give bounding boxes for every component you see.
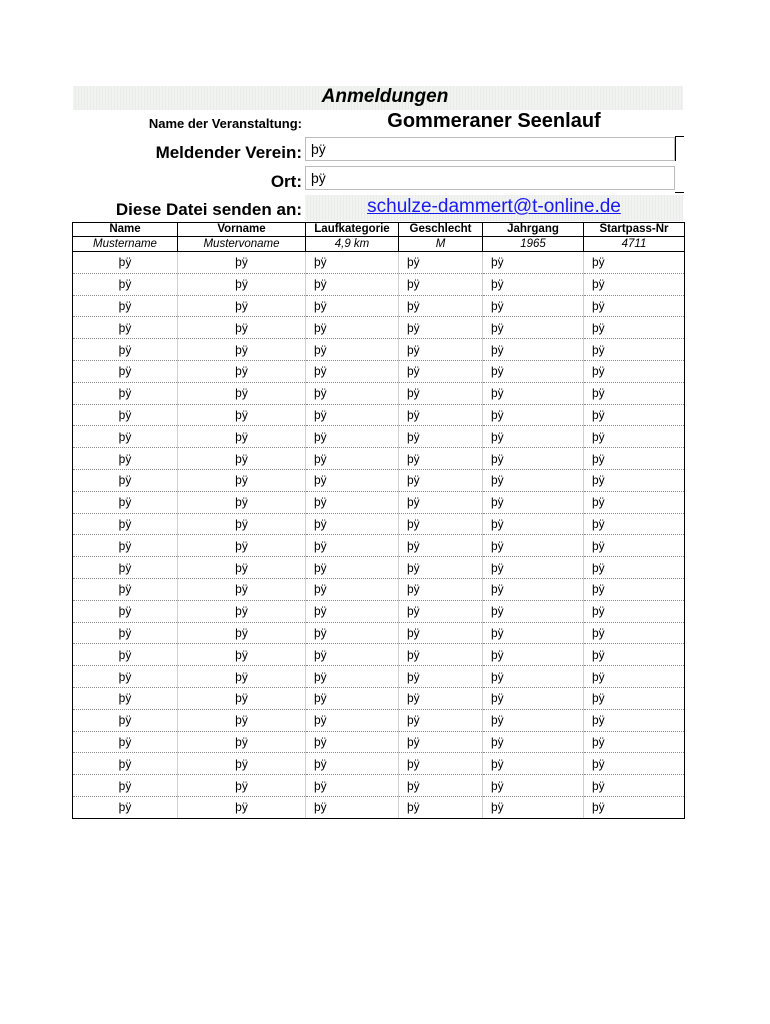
cell-startpass[interactable]: þÿ [584,273,685,295]
cell-name[interactable]: þÿ [73,295,178,317]
cell-vorname[interactable]: þÿ [178,687,306,709]
table-row [73,382,685,404]
cell-startpass[interactable]: þÿ [584,535,685,557]
cell-laufkategorie[interactable]: þÿ [306,731,399,753]
cell-geschlecht[interactable]: þÿ [399,382,483,404]
table-row [73,317,685,339]
cell-startpass[interactable]: þÿ [584,404,685,426]
table-row [73,687,685,709]
cell-geschlecht[interactable]: þÿ [399,731,483,753]
table-row [73,469,685,491]
cell-name[interactable]: þÿ [73,644,178,666]
cell-jahrgang[interactable]: þÿ [483,317,584,339]
cell-laufkategorie[interactable]: þÿ [306,535,399,557]
table-row [73,252,685,274]
cell-laufkategorie[interactable]: þÿ [306,775,399,797]
cell-jahrgang[interactable]: þÿ [483,339,584,361]
cell-name[interactable]: þÿ [73,600,178,622]
cell-jahrgang[interactable]: þÿ [483,360,584,382]
cell-startpass[interactable]: þÿ [584,513,685,535]
example-geschlecht: M [399,237,483,252]
cell-jahrgang[interactable]: þÿ [483,252,584,274]
header-jahrgang: Jahrgang [483,223,584,237]
cell-vorname[interactable]: þÿ [178,535,306,557]
cell-jahrgang[interactable]: þÿ [483,753,584,775]
cell-vorname[interactable]: þÿ [178,273,306,295]
header-startpass: Startpass-Nr [584,223,685,237]
cell-geschlecht[interactable]: þÿ [399,404,483,426]
cell-vorname[interactable]: þÿ [178,557,306,579]
cell-startpass[interactable]: þÿ [584,382,685,404]
page-title: Anmeldungen [321,86,449,107]
cell-startpass[interactable]: þÿ [584,360,685,382]
table-row [73,775,685,797]
header-row [73,223,685,237]
registration-table [72,222,685,819]
cell-name[interactable]: þÿ [73,666,178,688]
email-link[interactable]: schulze-dammert@t-online.de [367,196,621,217]
cell-geschlecht[interactable]: þÿ [399,513,483,535]
cell-jahrgang[interactable]: þÿ [483,273,584,295]
cell-jahrgang[interactable]: þÿ [483,600,584,622]
cell-jahrgang[interactable]: þÿ [483,709,584,731]
cell-startpass[interactable]: þÿ [584,775,685,797]
cell-geschlecht[interactable]: þÿ [399,557,483,579]
table-row [73,426,685,448]
cell-vorname[interactable]: þÿ [178,448,306,470]
cell-name[interactable]: þÿ [73,252,178,274]
cell-laufkategorie[interactable]: þÿ [306,448,399,470]
cell-startpass[interactable]: þÿ [584,469,685,491]
cell-name[interactable]: þÿ [73,513,178,535]
cell-startpass[interactable]: þÿ [584,622,685,644]
cell-vorname[interactable]: þÿ [178,753,306,775]
cell-jahrgang[interactable]: þÿ [483,644,584,666]
table-row [73,339,685,361]
cell-name[interactable]: þÿ [73,753,178,775]
cell-startpass[interactable]: þÿ [584,666,685,688]
entry-rows [73,252,685,819]
cell-laufkategorie[interactable]: þÿ [306,491,399,513]
cell-name[interactable]: þÿ [73,360,178,382]
cell-jahrgang[interactable]: þÿ [483,578,584,600]
cell-vorname[interactable]: þÿ [178,622,306,644]
cell-laufkategorie[interactable]: þÿ [306,644,399,666]
cell-laufkategorie[interactable]: þÿ [306,469,399,491]
cell-startpass[interactable]: þÿ [584,644,685,666]
cell-vorname[interactable]: þÿ [178,578,306,600]
header-name: Name [73,223,178,237]
cell-vorname[interactable]: þÿ [178,252,306,274]
cell-startpass[interactable]: þÿ [584,295,685,317]
cell-jahrgang[interactable]: þÿ [483,731,584,753]
cell-laufkategorie[interactable]: þÿ [306,339,399,361]
table-row [73,273,685,295]
cell-name[interactable]: þÿ [73,796,178,818]
cell-jahrgang[interactable]: þÿ [483,491,584,513]
cell-startpass[interactable]: þÿ [584,753,685,775]
cell-geschlecht[interactable]: þÿ [399,600,483,622]
cell-geschlecht[interactable]: þÿ [399,687,483,709]
example-laufkategorie: 4,9 km [306,237,399,252]
send-to-label: Diese Datei senden an: [115,200,302,219]
cell-laufkategorie[interactable]: þÿ [306,753,399,775]
cell-jahrgang[interactable]: þÿ [483,404,584,426]
cell-geschlecht[interactable]: þÿ [399,775,483,797]
cell-name[interactable]: þÿ [73,404,178,426]
cell-laufkategorie[interactable]: þÿ [306,622,399,644]
cell-name[interactable]: þÿ [73,622,178,644]
cell-name[interactable]: þÿ [73,535,178,557]
cell-name[interactable]: þÿ [73,709,178,731]
cell-startpass[interactable]: þÿ [584,709,685,731]
cell-vorname[interactable]: þÿ [178,382,306,404]
cell-laufkategorie[interactable]: þÿ [306,687,399,709]
cell-startpass[interactable]: þÿ [584,491,685,513]
cell-vorname[interactable]: þÿ [178,404,306,426]
cell-geschlecht[interactable]: þÿ [399,273,483,295]
table-row [73,644,685,666]
cell-jahrgang[interactable]: þÿ [483,796,584,818]
cell-startpass[interactable]: þÿ [584,578,685,600]
cell-vorname[interactable]: þÿ [178,731,306,753]
cell-geschlecht[interactable]: þÿ [399,578,483,600]
cell-geschlecht[interactable]: þÿ [399,469,483,491]
table-row [73,360,685,382]
cell-name[interactable]: þÿ [73,382,178,404]
cell-name[interactable]: þÿ [73,339,178,361]
cell-startpass[interactable]: þÿ [584,796,685,818]
cell-jahrgang[interactable]: þÿ [483,666,584,688]
cell-name[interactable]: þÿ [73,578,178,600]
cell-startpass[interactable]: þÿ [584,600,685,622]
cell-laufkategorie[interactable]: þÿ [306,295,399,317]
cell-geschlecht[interactable]: þÿ [399,753,483,775]
cell-jahrgang[interactable]: þÿ [483,295,584,317]
cell-vorname[interactable]: þÿ [178,796,306,818]
cell-border [675,137,676,161]
cell-jahrgang[interactable]: þÿ [483,382,584,404]
cell-name[interactable]: þÿ [73,317,178,339]
cell-geschlecht[interactable]: þÿ [399,448,483,470]
cell-geschlecht[interactable]: þÿ [399,535,483,557]
cell-border [675,192,684,193]
cell-geschlecht[interactable]: þÿ [399,426,483,448]
cell-laufkategorie[interactable]: þÿ [306,557,399,579]
example-jahrgang: 1965 [483,237,584,252]
cell-name[interactable]: þÿ [73,687,178,709]
verein-input[interactable]: þÿ [305,137,675,161]
cell-vorname[interactable]: þÿ [178,600,306,622]
cell-vorname[interactable]: þÿ [178,491,306,513]
table-row [73,491,685,513]
table-row [73,295,685,317]
example-vorname: Mustervoname [178,237,306,252]
cell-geschlecht[interactable]: þÿ [399,339,483,361]
cell-geschlecht[interactable]: þÿ [399,796,483,818]
table-row [73,622,685,644]
cell-vorname[interactable]: þÿ [178,709,306,731]
table-row [73,557,685,579]
header-laufkategorie: Laufkategorie [306,223,399,237]
cell-laufkategorie[interactable]: þÿ [306,578,399,600]
cell-jahrgang[interactable]: þÿ [483,557,584,579]
cell-vorname[interactable]: þÿ [178,426,306,448]
cell-startpass[interactable]: þÿ [584,339,685,361]
cell-jahrgang[interactable]: þÿ [483,622,584,644]
event-name-label: Name der Veranstaltung: [148,116,302,131]
cell-geschlecht[interactable]: þÿ [399,709,483,731]
table-row [73,600,685,622]
cell-jahrgang[interactable]: þÿ [483,448,584,470]
ort-input[interactable]: þÿ [305,166,675,190]
example-row [73,237,685,252]
cell-jahrgang[interactable]: þÿ [483,513,584,535]
table-row [73,666,685,688]
cell-name[interactable]: þÿ [73,731,178,753]
cell-vorname[interactable]: þÿ [178,339,306,361]
cell-name[interactable]: þÿ [73,426,178,448]
cell-name[interactable]: þÿ [73,557,178,579]
cell-geschlecht[interactable]: þÿ [399,317,483,339]
cell-laufkategorie[interactable]: þÿ [306,360,399,382]
example-startpass: 4711 [584,237,685,252]
cell-vorname[interactable]: þÿ [178,644,306,666]
cell-laufkategorie[interactable]: þÿ [306,317,399,339]
cell-startpass[interactable]: þÿ [584,448,685,470]
cell-startpass[interactable]: þÿ [584,731,685,753]
table-row [73,709,685,731]
table-row [73,513,685,535]
table-row [73,448,685,470]
cell-startpass[interactable]: þÿ [584,687,685,709]
cell-jahrgang[interactable]: þÿ [483,687,584,709]
cell-geschlecht[interactable]: þÿ [399,360,483,382]
cell-startpass[interactable]: þÿ [584,426,685,448]
cell-laufkategorie[interactable]: þÿ [306,666,399,688]
table-row [73,578,685,600]
cell-geschlecht[interactable]: þÿ [399,491,483,513]
cell-vorname[interactable]: þÿ [178,775,306,797]
cell-name[interactable]: þÿ [73,775,178,797]
cell-vorname[interactable]: þÿ [178,317,306,339]
cell-geschlecht[interactable]: þÿ [399,666,483,688]
cell-name[interactable]: þÿ [73,448,178,470]
example-name: Mustername [73,237,178,252]
cell-jahrgang[interactable]: þÿ [483,775,584,797]
table-row [73,404,685,426]
cell-geschlecht[interactable]: þÿ [399,644,483,666]
cell-vorname[interactable]: þÿ [178,513,306,535]
cell-laufkategorie[interactable]: þÿ [306,404,399,426]
cell-name[interactable]: þÿ [73,469,178,491]
cell-name[interactable]: þÿ [73,491,178,513]
cell-laufkategorie[interactable]: þÿ [306,273,399,295]
cell-geschlecht[interactable]: þÿ [399,295,483,317]
verein-label: Meldender Verein: [155,143,302,162]
cell-laufkategorie[interactable]: þÿ [306,796,399,818]
header-vorname: Vorname [178,223,306,237]
table-row [73,753,685,775]
cell-vorname[interactable]: þÿ [178,469,306,491]
cell-jahrgang[interactable]: þÿ [483,469,584,491]
cell-border [675,136,684,137]
cell-vorname[interactable]: þÿ [178,666,306,688]
ort-label: Ort: [270,172,302,191]
cell-jahrgang[interactable]: þÿ [483,535,584,557]
table-row [73,535,685,557]
cell-startpass[interactable]: þÿ [584,557,685,579]
cell-vorname[interactable]: þÿ [178,360,306,382]
cell-geschlecht[interactable]: þÿ [399,252,483,274]
cell-startpass[interactable]: þÿ [584,252,685,274]
cell-name[interactable]: þÿ [73,273,178,295]
cell-laufkategorie[interactable]: þÿ [306,252,399,274]
cell-laufkategorie[interactable]: þÿ [306,382,399,404]
cell-startpass[interactable]: þÿ [584,317,685,339]
header-geschlecht: Geschlecht [399,223,483,237]
cell-laufkategorie[interactable]: þÿ [306,600,399,622]
cell-laufkategorie[interactable]: þÿ [306,709,399,731]
cell-jahrgang[interactable]: þÿ [483,426,584,448]
table-row [73,796,685,818]
event-name-value: Gommeraner Seenlauf [387,110,601,132]
cell-laufkategorie[interactable]: þÿ [306,426,399,448]
table-row [73,731,685,753]
cell-laufkategorie[interactable]: þÿ [306,513,399,535]
cell-vorname[interactable]: þÿ [178,295,306,317]
cell-geschlecht[interactable]: þÿ [399,622,483,644]
